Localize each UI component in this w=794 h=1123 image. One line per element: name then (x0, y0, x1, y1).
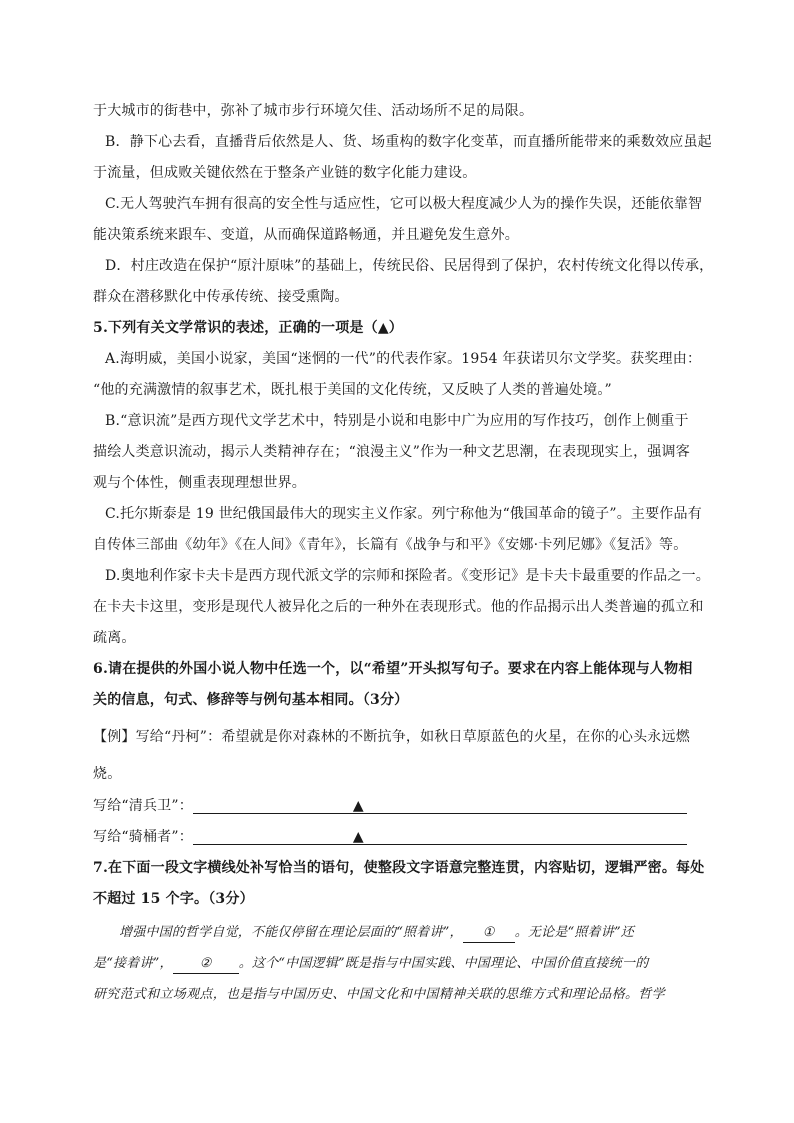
q6-answer-label-2: 写给“骑桶者”： (93, 829, 193, 845)
q7-title-line2: 不超过 15 个字。（3分） (93, 891, 254, 907)
q7-title-line1: 7.在下面一段文字横线处补写恰当的语句，使整段文字语意完整连贯，内容贴切，逻辑严密。每处 (93, 860, 705, 876)
q4-option-d-line1: D．村庄改造在保护“原汁原味”的基础上，传统民俗、民居得到了保护，农村传统文化得以传承， (105, 258, 714, 274)
q6-answer-blank-2[interactable] (193, 827, 687, 847)
placeholder-triangle-icon: ▲ (352, 798, 364, 814)
q7-blank-1[interactable]: ① (463, 924, 515, 943)
placeholder-triangle-icon: ▲ (352, 829, 364, 845)
q7-passage-text: 。这个“中国逻辑”既是指与中国实践、中国理论、中国价值直接统一的 (238, 956, 649, 971)
q7-passage-line3: 研究范式和立场观点，也是指与中国历史、中国文化和中国精神关联的思维方式和理论品格。哲学 (93, 987, 665, 1002)
q5-option-d-line2: 在卡夫卡这里，变形是现代人被异化之后的一种外在表现形式。他的作品揭示出人类普遍的孤立和 (93, 599, 704, 615)
q6-example-line1: 【例】写给“丹柯”：希望就是你对森林的不断抗争，如秋日草原蓝色的火星，在你的心头永远燃 (93, 729, 690, 745)
q4-option-b-line1: B．静下心去看，直播背后依然是人、货、场重构的数字化变革，而直播所能带来的乘数效应虽起 (105, 134, 712, 150)
q5-option-d-line3: 疏离。 (93, 630, 136, 646)
q6-title-line1: 6.请在提供的外国小说人物中任选一个，以“希望”开头拟写句子。要求在内容上能体现与人物相 (93, 661, 693, 677)
q5-option-b-line1: B.“意识流”是西方现代文学艺术中，特别是小说和电影中广为应用的写作技巧，创作上侧重于 (105, 413, 689, 429)
q5-title: 5.下列有关文学常识的表述，正确的一项是（▲） (93, 320, 403, 336)
q4-option-c-line2: 能决策系统来跟车、变道，从而确保道路畅通，并且避免发生意外。 (93, 227, 519, 243)
q5-option-b-line2: 描绘人类意识流动，揭示人类精神存在；“浪漫主义”作为一种文艺思潮，在表现现实上，强调客 (93, 444, 690, 460)
q5-option-a-line2: “他的充满激情的叙事艺术，既扎根于美国的文化传统，又反映了人类的普遍处境。” (93, 382, 612, 398)
q7-blank-2[interactable]: ② (173, 955, 239, 974)
q4-option-d-line2: 群众在潜移默化中传承传统、接受熏陶。 (93, 289, 349, 305)
q4-option-c-line1: C.无人驾驶汽车拥有很高的安全性与适应性，它可以极大程度减少人为的操作失误，还能依靠智 (105, 196, 703, 212)
q4-option-a-tail: 于大城市的街巷中，弥补了城市步行环境欠佳、活动场所不足的局限。 (93, 103, 534, 119)
q6-answer-row-2 (93, 827, 687, 847)
q7-passage-text: 增强中国的哲学自觉，不能仅停留在理论层面的“照着讲”， (119, 925, 463, 940)
q5-option-d-line1: D.奥地利作家卡夫卡是西方现代派文学的宗师和探险者。《变形记》是卡夫卡最重要的作品之一。 (105, 568, 710, 584)
q6-answer-row-1 (93, 796, 687, 816)
q7-passage-line2 (93, 954, 648, 974)
q4-option-b-line2: 于流量，但成败关键依然在于整条产业链的数字化能力建设。 (93, 165, 477, 181)
q7-passage-text: 是“接着讲”， (93, 956, 173, 971)
q7-passage-line1 (119, 923, 634, 943)
q5-option-a-line1: A.海明威，美国小说家，美国“迷惘的一代”的代表作家。1954 年获诺贝尔文学奖。获奖理由： (105, 351, 702, 367)
q6-example-line2: 烧。 (93, 766, 122, 782)
q5-option-c-line2: 自传体三部曲《幼年》《在人间》《青年》，长篇有《战争与和平》《安娜·卡列尼娜》《复活》等。 (93, 537, 688, 553)
q6-title-line2: 关的信息，句式、修辞等与例句基本相同。（3分） (93, 692, 409, 708)
q5-option-c-line1: C.托尔斯泰是 19 世纪俄国最伟大的现实主义作家。列宁称他为“俄国革命的镜子”。主要作品有 (105, 506, 702, 522)
q6-answer-blank-1[interactable] (193, 796, 687, 816)
q5-option-b-line3: 观与个体性，侧重表现理想世界。 (93, 475, 306, 491)
q6-answer-label-1: 写给“清兵卫”： (93, 798, 193, 814)
q7-passage-text: 。无论是“照着讲”还 (514, 925, 634, 940)
